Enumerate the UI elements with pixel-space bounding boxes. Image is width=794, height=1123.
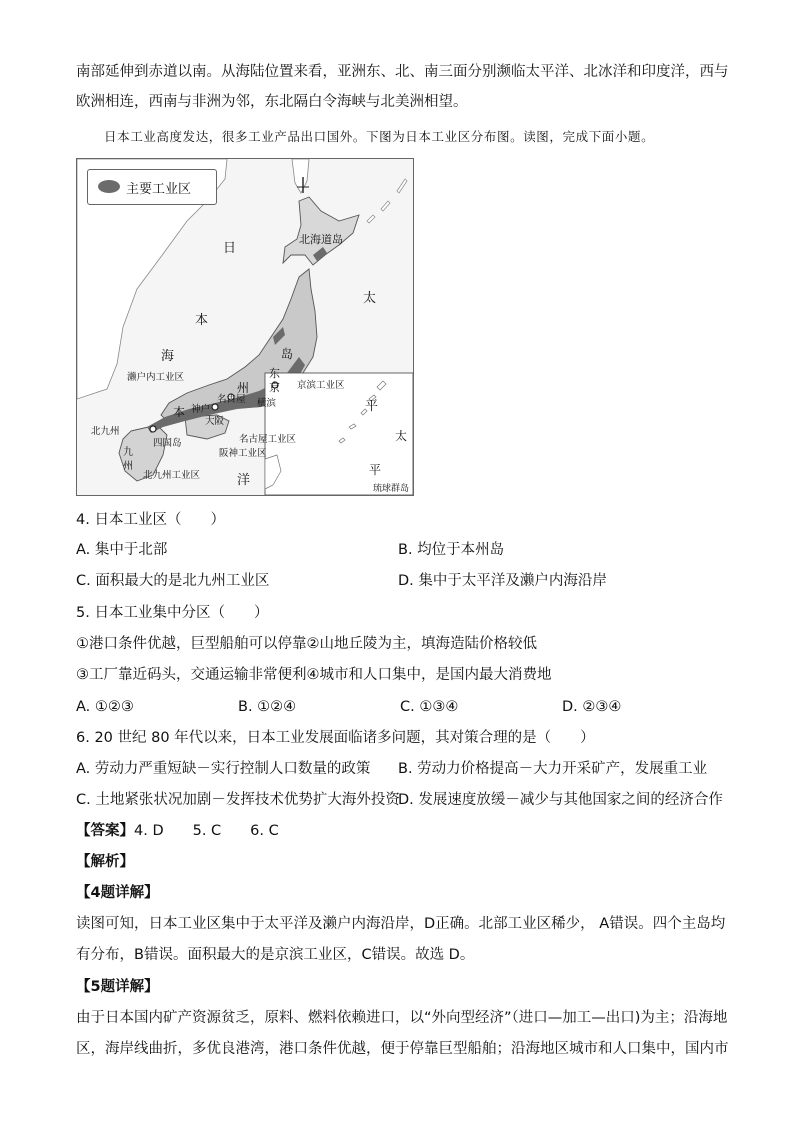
analysis-label: 【解析】 (76, 854, 134, 870)
q4-detail-line-2: 有分布，B错误。面积最大的是京滨工业区，C错误。故选 D。 (76, 947, 475, 963)
question-intro: 日本工业高度发达，很多工业产品出口国外。下图为日本工业区分布图。读图，完成下面小题。 (104, 129, 655, 144)
q5-statement-2: ③工厂靠近码头，交通运输非常便利④城市和人口集中，是国内最大消费地 (76, 667, 552, 683)
label-benzhou-2: 州 (237, 381, 250, 395)
q5-option-b: B. ①②④ (238, 699, 297, 715)
label-hai: 海 (161, 349, 175, 364)
q4-stem: 4. 日本工业区（ ） (76, 512, 225, 528)
label-ping: 平 (365, 399, 379, 414)
label-ping2: 平 (369, 463, 382, 477)
label-kitakyushu: 北九州 (91, 426, 120, 437)
q4-detail-title: 【4题详解】 (76, 885, 159, 901)
q4-option-b: B. 均位于本州岛 (398, 542, 505, 558)
label-kobe: 神户 (191, 404, 211, 415)
label-kitakyushu-ind: 北九州工业区 (143, 470, 201, 481)
label-hokkaido: 北海道岛 (299, 233, 343, 246)
q4-option-c: C. 面积最大的是北九州工业区 (76, 573, 270, 589)
label-tai: 太 (363, 291, 377, 306)
q6-option-a: A. 劳动力严重短缺－实行控制人口数量的政策 (76, 761, 371, 777)
legend-swatch (98, 180, 120, 193)
label-ri: 日 (223, 241, 237, 256)
label-dao: 岛 (281, 347, 294, 361)
paragraph-line-2: 欧洲相连，西南与非洲为邻，东北隔白令海峡与北美洲相望。 (76, 94, 468, 110)
q5-detail-title: 【5题详解】 (76, 979, 159, 995)
q6-stem: 6. 20 世纪 80 年代以来，日本工业发展面临诸多问题，其对策合理的是（ ） (76, 730, 595, 746)
label-yang: 洋 (237, 473, 251, 488)
q5-option-a: A. ①②③ (76, 699, 134, 715)
q5-statement-1: ①港口条件优越，巨型船舶可以停靠②山地丘陵为主，填海造陆价格较低 (76, 636, 537, 652)
answer-label: 【答案】 (76, 823, 134, 839)
q5-stem: 5. 日本工业集中分区（ ） (76, 605, 269, 621)
q6-option-b: B. 劳动力价格提高－大力开采矿产，发展重工业 (398, 761, 708, 777)
label-dongjing-2: 京 (269, 381, 280, 394)
label-shikoku: 四国岛 (153, 438, 182, 449)
label-ben: 本 (195, 313, 209, 328)
answer-line (76, 821, 279, 841)
legend-label: 主要工业区 (126, 182, 192, 197)
label-nagoya: 名古屋 (217, 394, 246, 405)
label-kyushu-2: 州 (123, 461, 133, 472)
q5-option-c: C. ①③④ (400, 699, 459, 715)
q4-detail-line-1: 读图可知，日本工业区集中于太平洋及濑户内海沿岸，D正确。北部工业区稀少， A错误。四个主岛均 (76, 916, 726, 932)
label-benzhou-1: 本 (173, 405, 186, 419)
label-nagoya-ind: 名古屋工业区 (239, 434, 297, 445)
paragraph-line-1: 南部延伸到赤道以南。从海陆位置来看，亚洲东、北、南三面分别濒临太平洋、北冰洋和印度洋，西与 (76, 64, 729, 80)
label-yokohama: 横滨 (257, 398, 277, 409)
sakhalin-shape (292, 159, 309, 193)
q5-option-d: D. ②③④ (562, 699, 622, 715)
label-keihin: 京滨工业区 (297, 380, 345, 391)
q5-detail-line-1: 由于日本国内矿产资源贫乏，原料、燃料依赖进口，以“外向型经济”（进口—加工—出口)为主；沿海地 (76, 1010, 728, 1026)
q6-option-c: C. 土地紧张状况加剧－发挥技术优势扩大海外投资 (76, 792, 400, 808)
japan-industrial-map (76, 158, 414, 496)
label-dongjing-1: 东 (269, 367, 280, 380)
answer-text: 4. D 5. C 6. C (134, 823, 279, 839)
label-setouchi: 濑户内工业区 (127, 372, 185, 383)
q6-option-d: D. 发展速度放缓－减少与其他国家之间的经济合作 (398, 792, 723, 808)
label-kyushu-1: 九 (123, 447, 133, 458)
q4-option-a: A. 集中于北部 (76, 542, 168, 558)
q4-option-d: D. 集中于太平洋及濑户内海沿岸 (398, 573, 607, 589)
label-tai2: 太 (395, 429, 408, 443)
q5-detail-line-2: 区，海岸线曲折，多优良港湾，港口条件优越，便于停靠巨型船舶；沿海地区城市和人口集中，国内市 (76, 1041, 729, 1057)
label-hanshin: 阪神工业区 (219, 448, 267, 459)
label-ryukyu: 琉球群岛 (373, 484, 410, 494)
label-osaka: 大阪 (205, 416, 225, 427)
map-legend (87, 169, 217, 205)
